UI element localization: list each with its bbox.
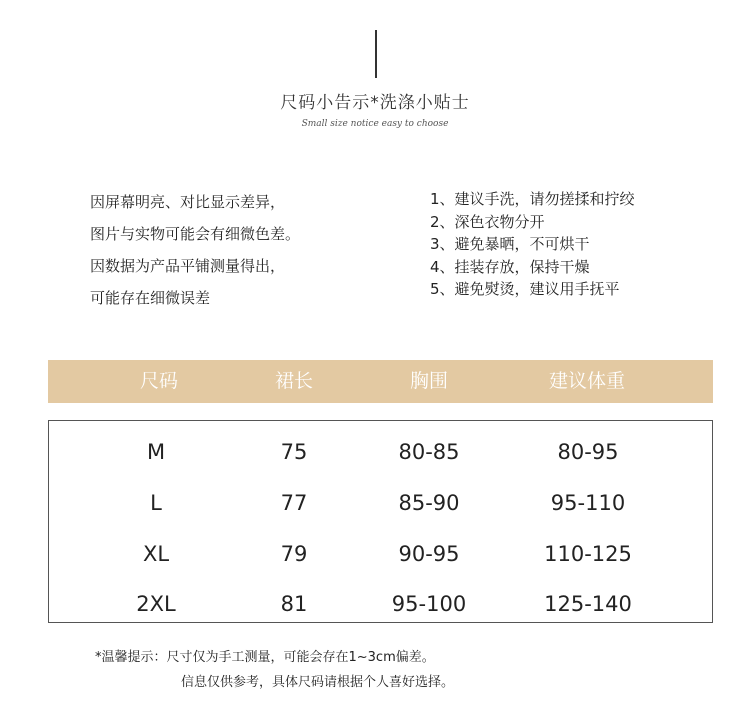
notice-line: 因屏幕明亮、对比显示差异， (90, 193, 286, 211)
cell-skirt-length: 81 (280, 592, 308, 616)
table-row (49, 432, 712, 472)
column-header-size: 尺码 (139, 370, 179, 392)
cell-bust: 90-95 (398, 542, 460, 566)
washing-tip: 3、避免暴晒，不可烘干 (430, 235, 590, 253)
cell-weight: 125-140 (544, 592, 632, 616)
table-row (49, 584, 712, 624)
measurement-tip: *温馨提示：尺寸仅为手工测量，可能会存在1~3cm偏差。 (95, 650, 435, 665)
cell-skirt-length: 77 (280, 491, 308, 515)
cell-size: M (146, 440, 166, 464)
cell-bust: 80-85 (398, 440, 460, 464)
cell-bust: 95-100 (391, 592, 467, 616)
washing-tip: 2、深色衣物分开 (430, 212, 545, 231)
cell-weight: 110-125 (544, 542, 632, 566)
cell-weight: 80-95 (557, 440, 619, 464)
notice-line: 图片与实物可能会有细微色差。 (90, 225, 301, 243)
cell-bust: 85-90 (398, 491, 460, 515)
cell-skirt-length: 79 (280, 542, 308, 566)
cell-size: XL (142, 542, 170, 566)
washing-tip: 1、建议手洗，请勿搓揉和拧绞 (430, 190, 635, 208)
cell-size: 2XL (136, 592, 176, 616)
column-header-weight: 建议体重 (548, 370, 626, 392)
decorative-divider-line (375, 30, 377, 78)
washing-tip: 5、避免熨烫，建议用手抚平 (430, 280, 620, 298)
column-header-skirt-length: 裙长 (274, 370, 314, 392)
notice-line: 可能存在细微误差 (90, 289, 211, 307)
display-notice (90, 186, 410, 314)
table-row (49, 483, 712, 523)
cell-weight: 95-110 (550, 491, 626, 515)
size-table (48, 420, 713, 623)
page-subtitle: Small size notice easy to choose (301, 119, 449, 129)
washing-tips (430, 188, 730, 301)
cell-size: L (150, 491, 162, 515)
column-header-bust: 胸围 (409, 370, 449, 392)
notice-line: 因数据为产品平铺测量得出， (90, 257, 286, 275)
page-title: 尺码小告示*洗涤小贴士 (280, 93, 470, 113)
reference-tip: 信息仅供参考，具体尺码请根据个人喜好选择。 (181, 675, 455, 690)
cell-skirt-length: 75 (280, 440, 308, 464)
table-row (49, 534, 712, 574)
washing-tip: 4、挂装存放，保持干燥 (430, 257, 590, 276)
size-table-header (48, 360, 713, 403)
